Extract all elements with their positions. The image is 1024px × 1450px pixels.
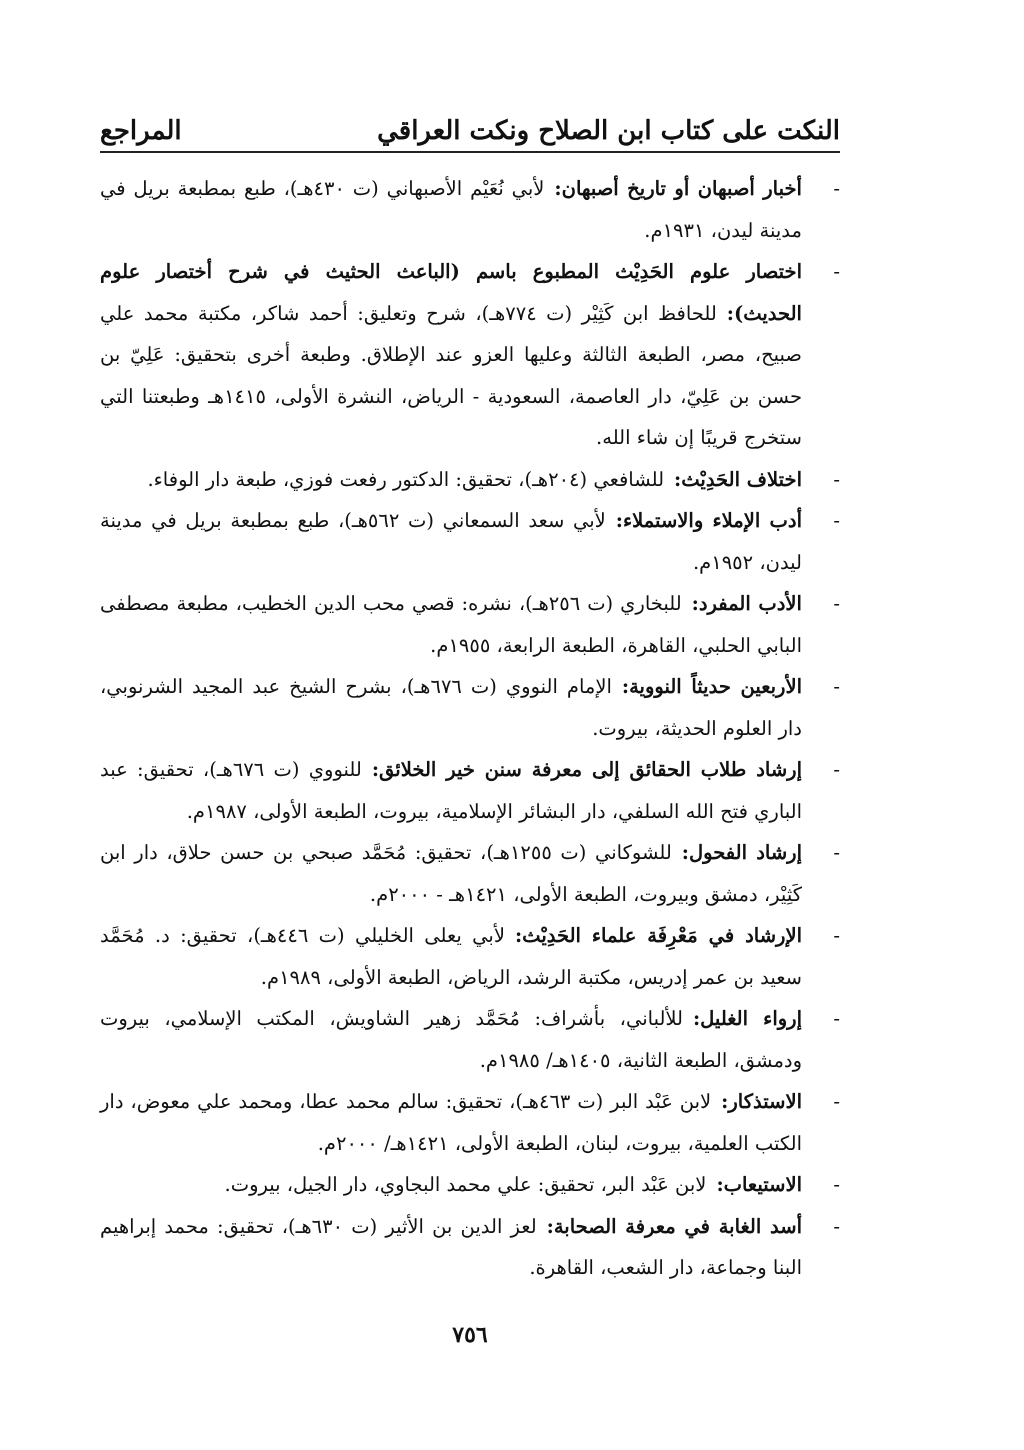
entry-text: لابن عَبْد البر (ت ٤٦٣هـ)، تحقيق: سالم محمد عطا، ومحمد علي معوض، دار الكتب العلمية، بيروت، لبنان، الطبعة الأولى، ١٤٢١هـ/ ٢٠٠٠م. (100, 1090, 802, 1155)
reference-entry (100, 500, 840, 583)
entry-dash: - (833, 467, 840, 491)
entry-text: لابن عَبْد البر، تحقيق: علي محمد البجاوي، دار الجيل، بيروت. (224, 1173, 707, 1196)
entry-dash: - (833, 260, 840, 283)
entry-dash: - (833, 177, 840, 200)
entry-title: إرشاد طلاب الحقائق إلى معرفة سنن خير الخلائق: (371, 758, 802, 781)
entry-title: الإرشاد في مَعْرِفَة علماء الحَدِيْث: (514, 924, 802, 947)
reference-entry (100, 1081, 840, 1164)
entry-dash: - (833, 592, 840, 615)
reference-entry (100, 832, 840, 915)
header-rule (100, 151, 840, 153)
entry-dash: - (833, 1173, 840, 1196)
entry-text: للبخاري (ت ٢٥٦هـ)، نشره: قصي محب الدين الخطيب، مطبعة مصطفى البابي الحلبي، القاهرة، الطبعة الرابعة، ١٩٥٥م. (100, 592, 802, 657)
entry-dash: - (833, 924, 840, 947)
entry-text: للألباني، بأشراف: مُحَمَّد زهير الشاويش، المكتب الإسلامي، بيروت ودمشق، الطبعة الثانية، ١٤٠٥هـ/ ١٩٨٥م. (100, 1007, 802, 1072)
running-header (100, 96, 840, 146)
entry-title: اختلاف الحَدِيْث: (674, 467, 802, 491)
entry-text: الإمام النووي (ت ٦٧٦هـ)، بشرح الشيخ عبد المجيد الشرنوبي، دار العلوم الحديثة، بيروت. (100, 675, 802, 740)
entry-title: الاستيعاب: (716, 1173, 802, 1196)
entry-title: أخبار أصبهان أو تاريخ أصبهان: (554, 177, 802, 200)
entry-dash: - (833, 509, 840, 532)
section-title: المراجع (100, 116, 182, 146)
entry-text: لأبي نُعَيْم الأصبهاني (ت ٤٣٠هـ)، طبع بمطبعة بريل في مدينة ليدن، ١٩٣١م. (100, 177, 802, 242)
entry-text: للشافعي (٢٠٤هـ)، تحقيق: الدكتور رفعت فوزي، طبعة دار الوفاء. (147, 467, 665, 491)
entry-dash: - (833, 675, 840, 698)
reference-entry (100, 251, 840, 459)
entry-title: أدب الإملاء والاستملاء: (615, 509, 802, 532)
entry-title: الاستذكار: (721, 1090, 802, 1113)
entry-text: لأبي يعلى الخليلي (ت ٤٤٦هـ)، تحقيق: د. مُحَمَّد سعيد بن عمر إدريس، مكتبة الرشد، الرياض، الطبعة الأولى، ١٩٨٩م. (100, 924, 802, 989)
entry-text: للشوكاني (ت ١٢٥٥هـ)، تحقيق: مُحَمَّد صبحي بن حسن حلاق، دار ابن كَثِيْر، دمشق وبيروت، الطبعة الأولى، ١٤٢١هـ - ٢٠٠٠م. (100, 841, 802, 906)
entry-title: أسد الغابة في معرفة الصحابة: (546, 1214, 803, 1238)
entry-title: إرواء الغليل: (692, 1007, 802, 1030)
entry-title: اختصار علوم الحَدِيْث المطبوع باسم (الباعث الحثيث في شرح أختصار علوم الحديث): (100, 260, 802, 325)
reference-entry (100, 168, 840, 251)
reference-entry (100, 1164, 840, 1206)
entry-text: لأبي سعد السمعاني (ت ٥٦٢هـ)، طبع بمطبعة بريل في مدينة ليدن، ١٩٥٢م. (100, 509, 802, 574)
entry-title: الأدب المفرد: (691, 592, 802, 615)
book-title: النكت على كتاب ابن الصلاح ونكت العراقي (377, 116, 840, 146)
reference-entry (100, 998, 840, 1081)
page-number: ٧٥٦ (452, 1322, 488, 1348)
reference-entry (100, 666, 840, 749)
entry-title: إرشاد الفحول: (681, 841, 802, 864)
entry-dash: - (833, 1090, 840, 1113)
reference-entry (100, 749, 840, 832)
reference-entry (100, 459, 840, 501)
entry-text: لعز الدين بن الأثير (ت ٦٣٠هـ)، تحقيق: محمد إبراهيم البنا وجماعة، دار الشعب، القاهرة. (100, 1214, 802, 1279)
entry-dash: - (833, 758, 840, 781)
entry-dash: - (833, 841, 840, 864)
entry-dash: - (833, 1007, 840, 1030)
entry-text: للنووي (ت ٦٧٦هـ)، تحقيق: عبد الباري فتح الله السلفي، دار البشائر الإسلامية، بيروت، الطبعة الأولى، ١٩٨٧م. (100, 758, 802, 823)
entry-dash: - (833, 1214, 840, 1238)
entry-title: الأربعين حديثاً النووية: (621, 675, 802, 698)
reference-entry (100, 583, 840, 666)
references-list (100, 168, 840, 1289)
reference-entry (100, 915, 840, 998)
entry-text: للحافظ ابن كَثِيْر (ت ٧٧٤هـ)، شرح وتعليق: أحمد شاكر، مكتبة محمد علي صبيح، مصر، الطبعة الثالثة وعليها العزو عند الإطلاق. وطبعة أخرى بتحقيق: عَلِيّ بن حسن بن عَلِيّ، دار العاصمة، السعودية - الرياض، النشرة الأولى، ١٤١٥هـ وطبعتنا التي ستخرج قريبًا إن شاء الله. (100, 301, 802, 449)
reference-entry (100, 1206, 840, 1289)
